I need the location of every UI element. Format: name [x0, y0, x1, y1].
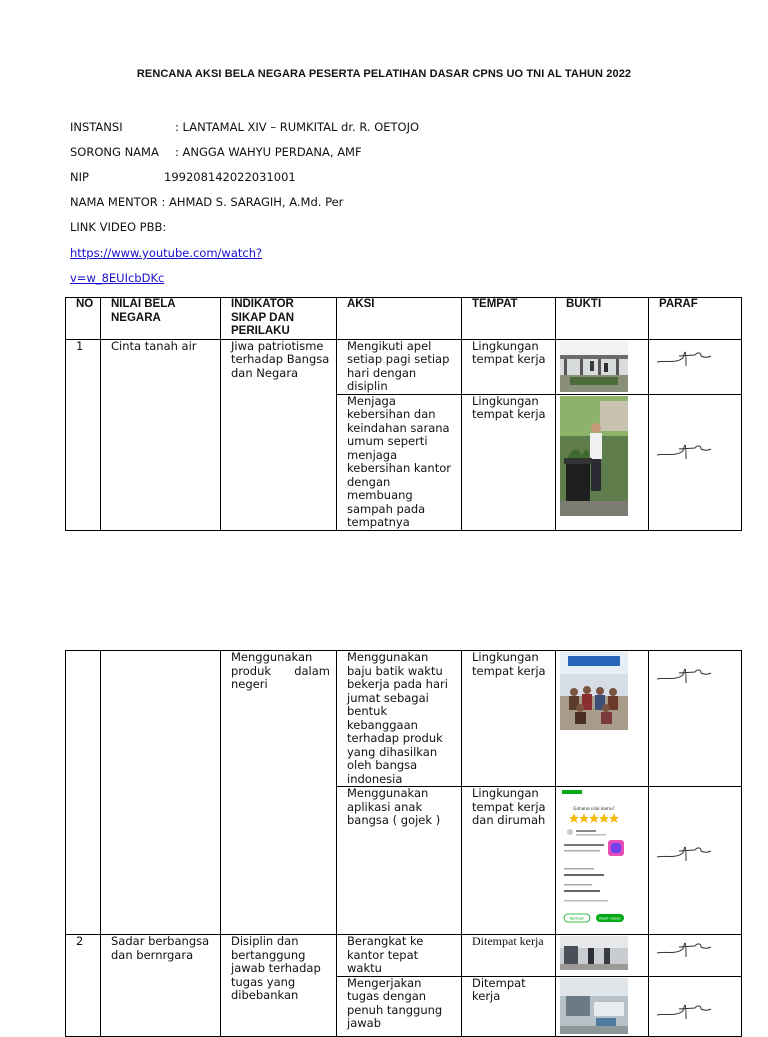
row1-aksi-b: Menjaga kebersihan dan keindahan sarana umum seperti menjaga kebersihan kantor dengan membuang sampah pada tempatnya [337, 394, 462, 530]
p2-tempat-b: Lingkungan tempat kerja dan dirumah [462, 787, 556, 935]
table-row [66, 651, 742, 787]
photo-mengerjakan-tugas [560, 978, 628, 1034]
row2-bukti-a [556, 935, 649, 977]
meta-mentor [70, 195, 343, 209]
signature-icon [655, 340, 715, 374]
p2-bukti-b [556, 787, 649, 935]
table-row [66, 935, 742, 977]
photo-baju-batik [560, 652, 628, 730]
p2-tempat-a: Lingkungan tempat kerja [462, 651, 556, 787]
signature-icon [655, 433, 715, 467]
p2-indikator: Menggunakan produk dalam negeri [221, 651, 337, 935]
p2-bukti-a [556, 651, 649, 787]
signature-icon [655, 835, 715, 869]
row2-aksi-a: Berangkat ke kantor tepat waktu [337, 935, 462, 977]
photo-gojek-app [560, 788, 628, 928]
row2-nilai: Sadar berbangsa dan bernrgara [101, 935, 221, 1037]
mentor-value: : AHMAD S. SARAGIH, A.Md. Per [161, 195, 344, 209]
p2-no-empty [66, 651, 101, 935]
row1-paraf-b [649, 394, 742, 530]
row1-tempat-b: Lingkungan tempat kerja [462, 394, 556, 530]
video-link-line2[interactable]: v=w_8EUIcbDKc [70, 271, 165, 285]
nip-label: NIP [70, 170, 89, 184]
row1-aksi-a: Mengikuti apel setiap pagi setiap hari dengan disiplin [337, 339, 462, 394]
row1-tempat-a: Lingkungan tempat kerja [462, 339, 556, 394]
p2-nilai-empty [101, 651, 221, 935]
meta-nama [70, 145, 362, 159]
instansi-value: : LANTAMAL XIV – RUMKITAL dr. R. OETOJO [175, 120, 420, 134]
p2-aksi-b: Menggunakan aplikasi anak bangsa ( gojek ) [337, 787, 462, 935]
row2-bukti-b [556, 976, 649, 1036]
row1-bukti-b [556, 394, 649, 530]
table-header-row [66, 298, 742, 340]
meta-instansi [70, 120, 419, 134]
header-bukti: BUKTI [556, 298, 649, 340]
header-paraf: PARAF [649, 298, 742, 340]
signature-icon [655, 997, 715, 1027]
signature-icon [655, 935, 715, 965]
table-row [66, 339, 742, 394]
row1-paraf-a [649, 339, 742, 394]
nip-value: 199208142022031001 [164, 170, 296, 184]
sorong-nama-label: SORONG NAMA [70, 145, 159, 159]
photo-berangkat-kantor [560, 936, 628, 970]
header-nilai: NILAI BELA NEGARA [101, 298, 221, 340]
video-label: LINK VIDEO PBB: [70, 220, 167, 234]
photo-apel-pagi [560, 341, 628, 392]
header-aksi: AKSI [337, 298, 462, 340]
p2-paraf-b [649, 787, 742, 935]
instansi-label: INSTANSI [70, 120, 123, 134]
row2-paraf-b [649, 976, 742, 1036]
rencana-aksi-table [65, 297, 742, 531]
kasih-ulasan-button: Kasih Ulasan [599, 916, 621, 921]
document-title: RENCANA AKSI BELA NEGARA PESERTA PELATIHAN DASAR CPNS UO TNI AL TAHUN 2022 [136, 68, 632, 80]
header-no: NO [66, 298, 101, 340]
header-indikator: INDIKATOR SIKAP DAN PERILAKU [221, 298, 337, 340]
row1-indikator: Jiwa patriotisme terhadap Bangsa dan Negara [221, 339, 337, 530]
p2-aksi-a: Menggunakan baju batik waktu bekerja pada hari jumat sebagai bentuk kebanggaan terhadap produk yang dihasilkan oleh bangsa indonesia [337, 651, 462, 787]
row2-indikator: Disiplin dan bertanggung jawab terhadap tugas yang dibebankan [221, 935, 337, 1037]
row2-aksi-b: Mengerjakan tugas dengan penuh tanggung jawab [337, 976, 462, 1036]
row2-tempat-b: Ditempat kerja [462, 976, 556, 1036]
signature-icon [655, 657, 715, 691]
mentor-label: NAMA MENTOR [70, 195, 158, 209]
rating-prompt: Gimana nilai kamu? [573, 806, 615, 811]
row1-no: 1 [66, 339, 101, 530]
row2-no: 2 [66, 935, 101, 1037]
row2-tempat-a: Ditempat kerja [462, 935, 556, 977]
rencana-aksi-table-continued [65, 650, 742, 1037]
meta-nip [70, 170, 296, 184]
photo-buang-sampah [560, 396, 628, 516]
video-link-line1[interactable]: https://www.youtube.com/watch? [70, 246, 263, 260]
p2-paraf-a [649, 651, 742, 787]
bantuan-button: Bantuan [569, 916, 585, 921]
row2-paraf-a [649, 935, 742, 977]
nama-value: : ANGGA WAHYU PERDANA, AMF [175, 145, 362, 159]
row1-nilai: Cinta tanah air [101, 339, 221, 530]
row1-bukti-a [556, 339, 649, 394]
header-tempat: TEMPAT [462, 298, 556, 340]
